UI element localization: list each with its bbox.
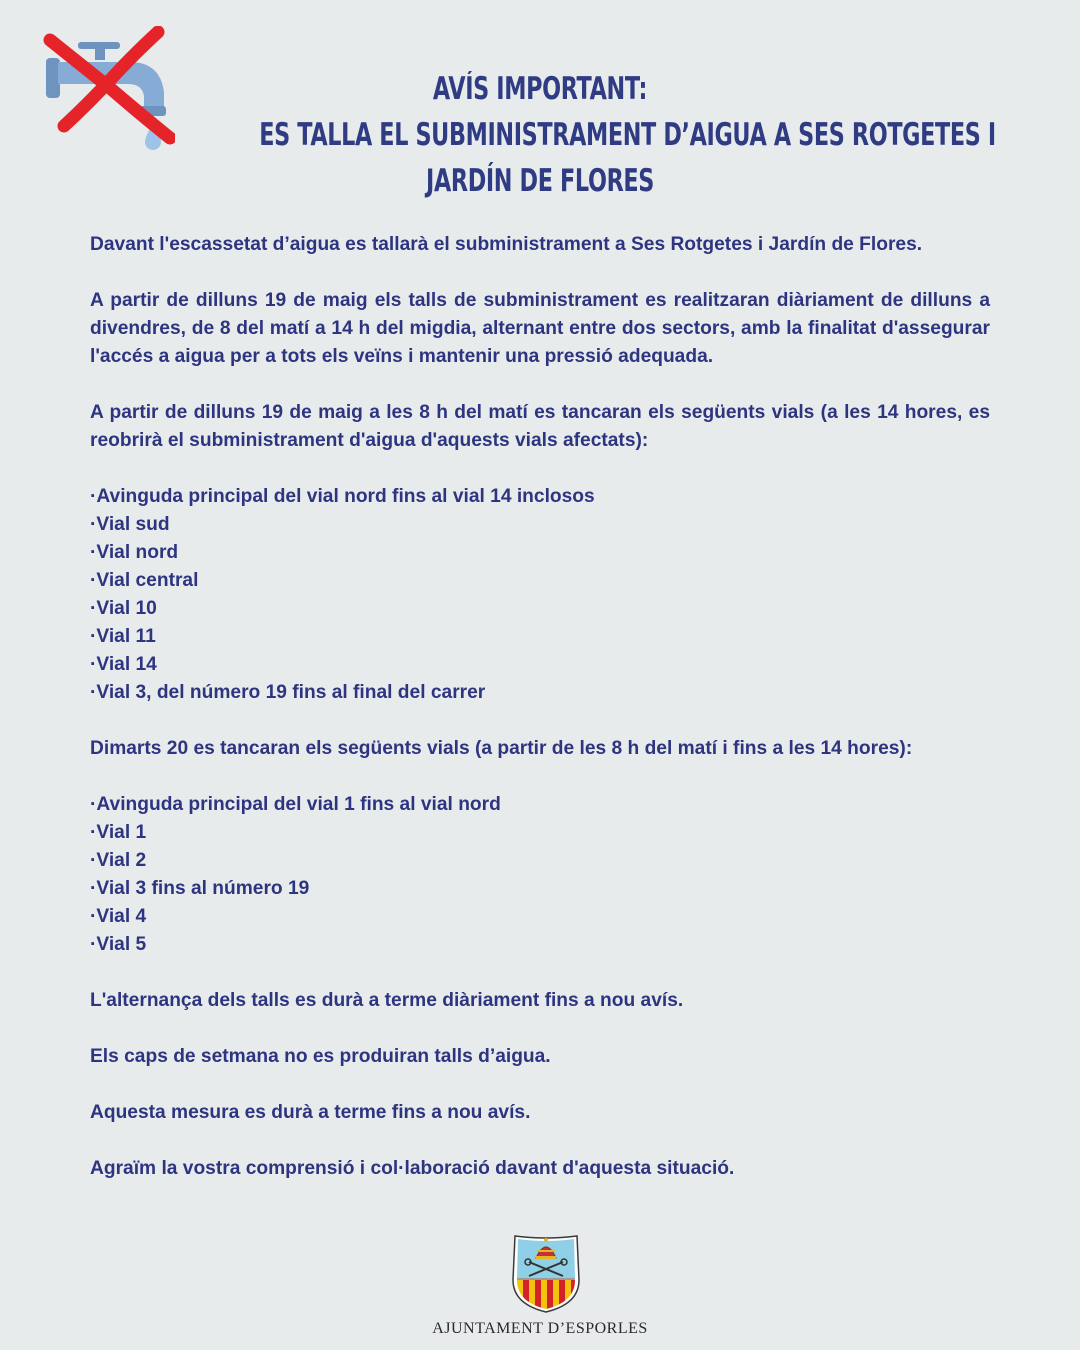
list-item: ·Vial nord: [90, 542, 179, 563]
measure-paragraph: Aquesta mesura es durà a terme fins a nou avís.: [90, 1102, 531, 1123]
title-line: AVÍS IMPORTANT:: [432, 71, 648, 107]
list-item: ·Vial sud: [90, 514, 170, 535]
list-item: ·Vial 5: [90, 934, 147, 955]
list-item: ·Vial 11: [90, 626, 156, 647]
list-item: ·Vial 10: [90, 598, 157, 619]
title-line: ES TALLA EL SUBMINISTRAMENT D’AIGUA A SES ROTGETES I: [259, 117, 996, 153]
list-item: ·Vial 3 fins al número 19: [90, 878, 310, 899]
monday-streets-list: [90, 483, 990, 707]
schedule-paragraph: A partir de dilluns 19 de maig els talls de subministrament es realitzaran diàriament de dilluns a divendres, de 8 del matí a 14 h del migdia, alternant entre dos sectors, amb la finalitat d'assegurar l'accés a aigua per a tots els veïns i mantenir una pressió adequada.: [90, 290, 990, 367]
thanks-paragraph: Agraïm la vostra comprensió i col·laboració davant d'aquesta situació.: [90, 1158, 735, 1179]
weekends-paragraph: Els caps de setmana no es produiran talls d’aigua.: [90, 1046, 551, 1067]
tuesday-streets-list: [90, 791, 990, 959]
alternation-paragraph: L'alternança dels talls es durà a terme diàriament fins a nou avís.: [90, 990, 684, 1011]
list-item: ·Avinguda principal del vial nord fins al vial 14 inclosos: [90, 486, 595, 507]
list-item: ·Vial 14: [90, 654, 157, 675]
page-title: [259, 66, 996, 204]
list-item: ·Vial central: [90, 570, 199, 591]
organization-name: AJUNTAMENT D’ESPORLES: [432, 1320, 648, 1337]
list-item: ·Vial 4: [90, 906, 147, 927]
notice-body: [90, 231, 990, 1211]
no-water-tap-icon: [40, 26, 175, 161]
intro-paragraph: Davant l'escassetat d’aigua es tallarà el subministrament a Ses Rotgetes i Jardín de Flores.: [90, 234, 923, 255]
list-item: ·Vial 3, del número 19 fins al final del carrer: [90, 682, 486, 703]
title-line: JARDÍN DE FLORES: [426, 163, 654, 199]
list-item: ·Vial 2: [90, 850, 147, 871]
coat-of-arms-icon: [509, 1232, 583, 1314]
monday-intro-paragraph: A partir de dilluns 19 de maig a les 8 h del matí es tancaran els següents vials (a les 14 hores, es reobrirà el subministrament d'aigua d'aquests vials afectats):: [90, 402, 990, 451]
list-item: ·Vial 1: [90, 822, 147, 843]
tuesday-intro-paragraph: Dimarts 20 es tancaran els següents vials (a partir de les 8 h del matí i fins a les 14 hores):: [90, 738, 913, 759]
list-item: ·Avinguda principal del vial 1 fins al vial nord: [90, 794, 501, 815]
